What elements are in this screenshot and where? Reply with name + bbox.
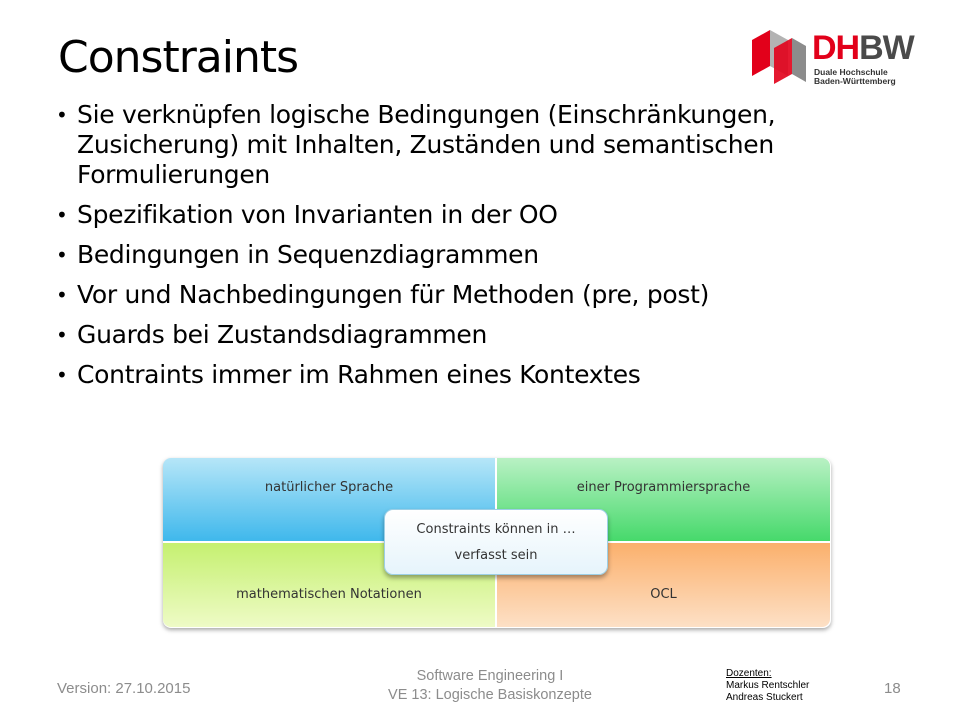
bullet-dot-icon: • — [56, 103, 68, 127]
logo-subtitle-line1: Duale Hochschule — [814, 67, 888, 77]
footer-dozenten — [726, 668, 809, 704]
bullet-item — [56, 280, 936, 310]
logo-subtitle-line2: Baden-Württemberg — [814, 76, 896, 86]
page-number: 18 — [884, 680, 901, 697]
quadrant-label: mathematischen Notationen — [236, 587, 422, 602]
dhbw-wordmark — [812, 30, 914, 66]
dozent-name: Markus Rentschler — [726, 680, 810, 691]
logo-bw: BW — [859, 29, 914, 67]
center-caption-line1: Constraints können in … — [416, 522, 576, 537]
center-caption-box — [384, 509, 608, 575]
bullet-item — [56, 360, 936, 390]
bullet-dot-icon: • — [56, 283, 68, 307]
footer-course-line2: VE 13: Logische Basiskonzepte — [388, 687, 592, 703]
bullet-item — [56, 100, 936, 190]
bullet-item — [56, 240, 936, 270]
bullet-dot-icon: • — [56, 243, 68, 267]
logo-dh: DH — [812, 29, 860, 67]
footer-version: Version: 27.10.2015 — [57, 680, 191, 697]
quadrant-label: einer Programmiersprache — [576, 480, 751, 495]
bullet-text: Guards bei Zustandsdiagrammen — [77, 320, 488, 349]
dhbw-logo-mark-icon — [748, 26, 810, 88]
footer-course-line1: Software Engineering I — [416, 668, 564, 684]
quadrant-label: OCL — [650, 587, 677, 602]
bullet-text: Bedingungen in Sequenzdiagrammen — [77, 240, 539, 269]
slide-title: Constraints — [58, 32, 299, 83]
bullet-dot-icon: • — [56, 323, 68, 347]
bullet-text: Contraints immer im Rahmen eines Kontextes — [77, 360, 641, 389]
center-caption-line2: verfasst sein — [454, 548, 538, 563]
quadrant-label: natürlicher Sprache — [264, 480, 394, 495]
bullet-item — [56, 200, 936, 230]
footer-course — [330, 667, 650, 705]
bullet-item — [56, 320, 936, 350]
dhbw-logo — [748, 26, 918, 90]
bullet-text: Vor und Nachbedingungen für Methoden (pre, post) — [77, 280, 710, 309]
bullet-text: Spezifikation von Invarianten in der OO — [77, 200, 558, 229]
bullet-dot-icon: • — [56, 363, 68, 387]
dozent-name: Andreas Stuckert — [726, 692, 803, 703]
logo-subtitle — [814, 68, 896, 86]
bullet-text: Sie verknüpfen logische Bedingungen (Einschränkungen, Zusicherung) mit Inhalten, Zuständen und semantischen Formulierungen — [77, 100, 776, 189]
dozenten-label: Dozenten: — [726, 668, 772, 679]
bullet-dot-icon: • — [56, 203, 68, 227]
bullet-list — [56, 100, 936, 400]
